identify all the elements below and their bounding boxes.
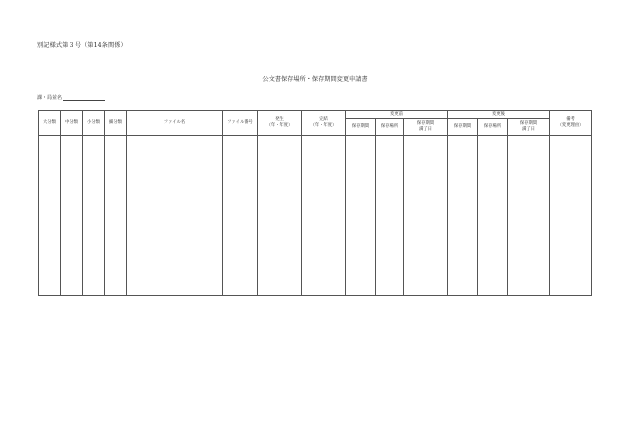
department-field bbox=[37, 94, 105, 101]
cell-detail[interactable] bbox=[105, 136, 127, 296]
col-minor-category: 小分類 bbox=[83, 111, 105, 136]
department-blank-line bbox=[63, 100, 105, 101]
cell-completion[interactable] bbox=[302, 136, 346, 296]
after-storage-location: 保存場所 bbox=[478, 119, 508, 136]
group-before-change: 変更前 bbox=[346, 111, 448, 119]
change-request-table bbox=[38, 110, 592, 296]
completion-label: 完結 bbox=[319, 117, 328, 122]
cell-occurrence[interactable] bbox=[258, 136, 302, 296]
before-storage-location: 保存場所 bbox=[376, 119, 404, 136]
header-row-top bbox=[39, 111, 592, 119]
col-medium-category: 中分類 bbox=[61, 111, 83, 136]
remarks-sub-label: （変更理由） bbox=[557, 123, 584, 128]
col-remarks bbox=[550, 111, 592, 136]
table-body-row bbox=[39, 136, 592, 296]
cell-medium[interactable] bbox=[61, 136, 83, 296]
cell-file-name[interactable] bbox=[127, 136, 223, 296]
cell-remarks[interactable] bbox=[550, 136, 592, 296]
before-retention-period: 保存期間 bbox=[346, 119, 376, 136]
cell-minor[interactable] bbox=[83, 136, 105, 296]
cell-file-number[interactable] bbox=[223, 136, 258, 296]
before-expiry-line2: 満了日 bbox=[419, 127, 432, 132]
department-label: 課・局並名 bbox=[37, 95, 63, 101]
cell-before-retention[interactable] bbox=[346, 136, 376, 296]
col-detail-category: 細分類 bbox=[105, 111, 127, 136]
col-completion bbox=[302, 111, 346, 136]
group-after-change: 変更後 bbox=[448, 111, 550, 119]
cell-before-location[interactable] bbox=[376, 136, 404, 296]
after-retention-period: 保存期間 bbox=[448, 119, 478, 136]
col-file-name: ファイル名 bbox=[127, 111, 223, 136]
cell-after-expiry[interactable] bbox=[508, 136, 550, 296]
before-expiry-line1: 保存期間 bbox=[416, 121, 435, 126]
after-expiry-date bbox=[508, 119, 550, 136]
occurrence-label: 発生 bbox=[275, 117, 284, 122]
remarks-label: 備考 bbox=[566, 117, 575, 122]
col-file-number: ファイル番号 bbox=[223, 111, 258, 136]
completion-sub-label: （年・年度） bbox=[310, 123, 337, 128]
cell-before-expiry[interactable] bbox=[404, 136, 448, 296]
col-occurrence bbox=[258, 111, 302, 136]
occurrence-sub-label: （年・年度） bbox=[266, 123, 293, 128]
cell-after-location[interactable] bbox=[478, 136, 508, 296]
before-expiry-date bbox=[404, 119, 448, 136]
after-expiry-line1: 保存期間 bbox=[519, 121, 538, 126]
after-expiry-line2: 満了日 bbox=[522, 127, 535, 132]
cell-major[interactable] bbox=[39, 136, 61, 296]
cell-after-retention[interactable] bbox=[448, 136, 478, 296]
col-major-category: 大分類 bbox=[39, 111, 61, 136]
document-title: 公文書保存場所・保存期間変更申請書 bbox=[262, 76, 368, 83]
form-identifier: 別記様式第３号（第14条関係） bbox=[37, 42, 127, 49]
